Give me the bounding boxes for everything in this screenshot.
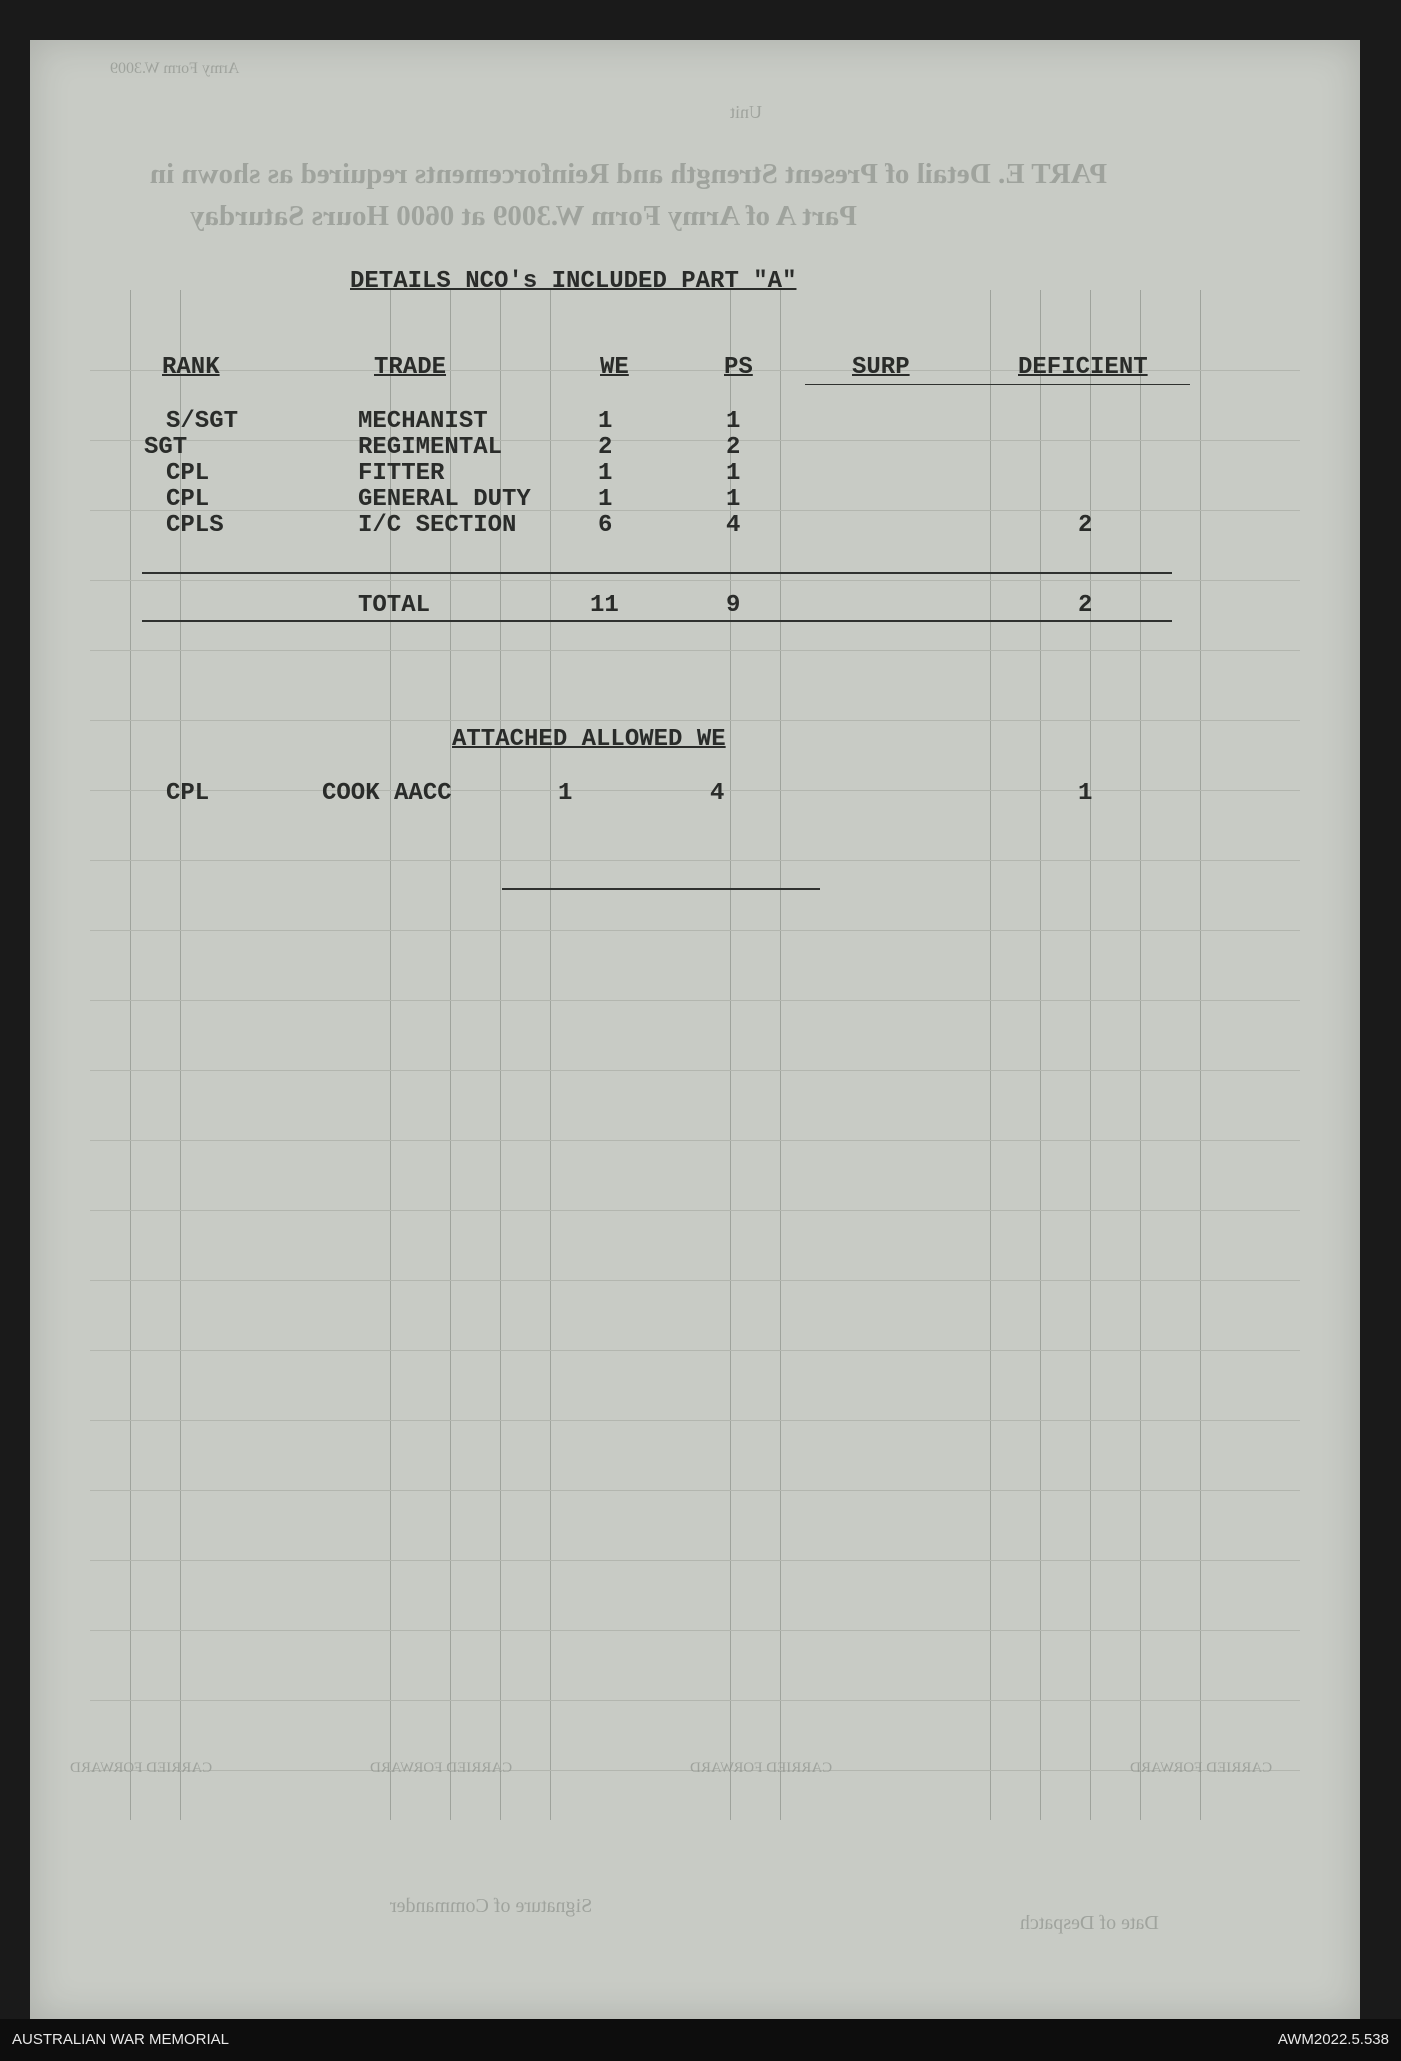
table-row-trade: FITTER	[358, 460, 445, 487]
ghost-carried-forward: CARRIED FORWARD	[370, 1760, 513, 1776]
form-grid-line	[780, 290, 781, 1820]
form-grid-line	[550, 290, 551, 1820]
table-row-trade: REGIMENTAL	[358, 434, 503, 461]
table-row-rank: CPL	[166, 460, 210, 487]
total-we: 11	[590, 592, 619, 619]
column-header-ps: PS	[724, 354, 753, 381]
attached-row-ps: 4	[710, 780, 725, 807]
ghost-part-heading-2: Part A of Army Form W.3009 at 0600 Hours Saturday	[190, 200, 857, 232]
form-grid-line	[1140, 290, 1141, 1820]
ghost-form-ref: Army Form W.3009	[110, 60, 240, 77]
ghost-unit-label: Unit	[730, 102, 763, 122]
footer-accession: AWM2022.5.538	[1277, 2031, 1389, 2048]
document-sheet	[30, 40, 1360, 2020]
ghost-carried-forward: CARRIED FORWARD	[70, 1760, 213, 1776]
form-grid-row	[90, 650, 1300, 651]
attached-row-we: 1	[558, 780, 573, 807]
table-row-we: 6	[598, 512, 613, 539]
archive-footer	[0, 2019, 1401, 2061]
form-grid-row	[90, 790, 1300, 791]
attached-row-deficient: 1	[1078, 780, 1093, 807]
form-grid-row	[90, 1000, 1300, 1001]
form-grid-row	[90, 860, 1300, 861]
form-grid-row	[90, 440, 1300, 441]
form-grid-row	[90, 1140, 1300, 1141]
table-row-deficient: 2	[1078, 512, 1093, 539]
header-rule	[805, 384, 1190, 385]
ghost-date-of-despatch: Date of Despatch	[1020, 1912, 1159, 1934]
table-row-ps: 2	[726, 434, 741, 461]
form-grid-line	[990, 290, 991, 1820]
form-grid-row	[90, 1630, 1300, 1631]
form-grid-line	[1200, 290, 1201, 1820]
table-row-ps: 1	[726, 460, 741, 487]
table-row-rank: S/SGT	[166, 408, 239, 435]
ghost-commander-signature: Signature of Commander	[390, 1895, 593, 1917]
table-row-rank: SGT	[144, 434, 188, 461]
footer-source: AUSTRALIAN WAR MEMORIAL	[12, 2031, 229, 2048]
form-grid-row	[90, 720, 1300, 721]
column-header-rank: RANK	[162, 354, 220, 381]
column-header-we: WE	[600, 354, 629, 381]
column-header-deficient: DEFICIENT	[1018, 354, 1148, 381]
ghost-carried-forward: CARRIED FORWARD	[1130, 1760, 1273, 1776]
form-grid-row	[90, 1700, 1300, 1701]
form-grid-row	[90, 930, 1300, 931]
form-grid-row	[90, 510, 1300, 511]
column-header-trade: TRADE	[374, 354, 447, 381]
table-row-we: 1	[598, 460, 613, 487]
form-grid-row	[90, 1280, 1300, 1281]
form-grid-line	[1040, 290, 1041, 1820]
table-row-we: 2	[598, 434, 613, 461]
form-grid-row	[90, 1070, 1300, 1071]
form-grid-row	[90, 1210, 1300, 1211]
table-row-rank: CPL	[166, 486, 210, 513]
column-header-surp: SURP	[852, 354, 910, 381]
total-ps: 9	[726, 592, 741, 619]
attached-end-rule	[502, 888, 820, 890]
table-row-trade: GENERAL DUTY	[358, 486, 531, 513]
attached-row-trade: COOK AACC	[322, 780, 452, 807]
ghost-carried-forward: CARRIED FORWARD	[690, 1760, 833, 1776]
table-row-ps: 1	[726, 486, 741, 513]
table-row-we: 1	[598, 408, 613, 435]
form-grid-line	[130, 290, 131, 1820]
total-rule-bottom	[142, 620, 1172, 622]
table-row-we: 1	[598, 486, 613, 513]
attached-row-rank: CPL	[166, 780, 210, 807]
form-grid-row	[90, 1350, 1300, 1351]
form-grid-row	[90, 1490, 1300, 1491]
attached-title: ATTACHED ALLOWED WE	[452, 726, 726, 753]
total-deficient: 2	[1078, 592, 1093, 619]
form-grid-row	[90, 580, 1300, 581]
table-row-ps: 1	[726, 408, 741, 435]
ghost-part-heading-1: PART E. Detail of Present Strength and Reinforcements required as shown in	[150, 158, 1108, 190]
section-title: DETAILS NCO's INCLUDED PART "A"	[350, 268, 797, 295]
total-label: TOTAL	[358, 592, 431, 619]
table-row-rank: CPLS	[166, 512, 224, 539]
table-row-ps: 4	[726, 512, 741, 539]
form-grid-row	[90, 1560, 1300, 1561]
table-row-trade: MECHANIST	[358, 408, 488, 435]
form-grid-row	[90, 1420, 1300, 1421]
total-rule-top	[142, 572, 1172, 574]
table-row-trade: I/C SECTION	[358, 512, 517, 539]
